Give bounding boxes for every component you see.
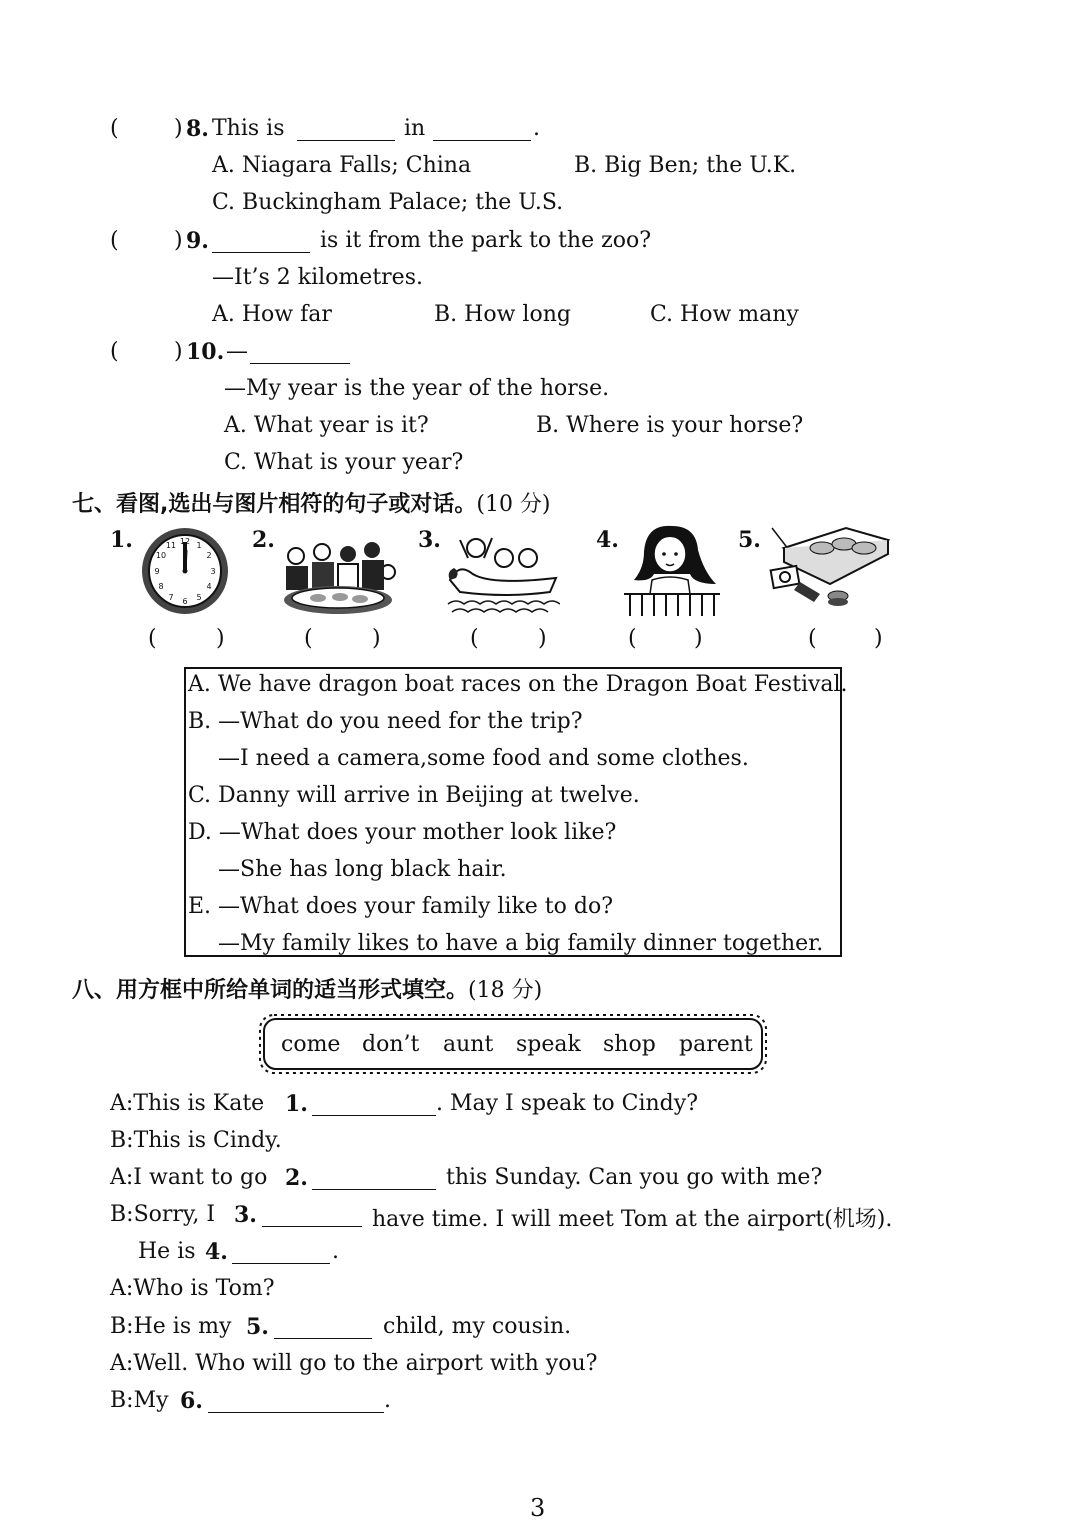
blank-number: 5. bbox=[246, 1314, 269, 1340]
dialogue-line: He is bbox=[138, 1239, 196, 1264]
option-item: A. We have dragon boat races on the Dragon Boat Festival. bbox=[188, 672, 848, 697]
word-option: speak bbox=[516, 1032, 581, 1057]
svg-text:3: 3 bbox=[210, 567, 216, 576]
blank[interactable] bbox=[208, 1392, 384, 1413]
option-item-reply: —My family likes to have a big family dinner together. bbox=[218, 931, 824, 956]
blank[interactable] bbox=[212, 232, 310, 253]
blank[interactable] bbox=[250, 343, 350, 364]
picture-answer-paren-close: ) bbox=[372, 626, 381, 651]
reply-text: —My year is the year of the horse. bbox=[224, 376, 610, 401]
picture-answer-paren-open[interactable]: ( bbox=[628, 626, 637, 651]
dialogue-line: B:My bbox=[110, 1388, 169, 1413]
svg-text:4: 4 bbox=[206, 582, 212, 591]
picture-answer-paren-close: ) bbox=[874, 626, 883, 651]
svg-text:5: 5 bbox=[196, 593, 202, 602]
blank[interactable] bbox=[312, 1169, 436, 1190]
question-stem: This is bbox=[212, 116, 285, 141]
picture-answer-paren-close: ) bbox=[694, 626, 703, 651]
picture-answer-paren-close: ) bbox=[216, 626, 225, 651]
picture-answer-paren-open[interactable]: ( bbox=[304, 626, 313, 651]
dialogue-line: B:This is Cindy. bbox=[110, 1128, 282, 1153]
option-a: A. Niagara Falls; China bbox=[212, 153, 472, 178]
svg-text:6: 6 bbox=[182, 597, 188, 606]
option-a: A. What year is it? bbox=[224, 413, 429, 438]
blank[interactable] bbox=[297, 120, 395, 141]
dash: — bbox=[226, 339, 248, 364]
family-dinner-picture bbox=[282, 542, 400, 618]
answer-paren-open[interactable]: ( bbox=[110, 339, 119, 364]
option-c: C. How many bbox=[650, 302, 799, 327]
picture-number: 1. bbox=[110, 527, 133, 553]
blank[interactable] bbox=[274, 1318, 372, 1339]
svg-text:12: 12 bbox=[179, 537, 191, 546]
word-option: shop bbox=[603, 1032, 656, 1057]
option-b: B. Big Ben; the U.K. bbox=[574, 153, 797, 178]
blank[interactable] bbox=[312, 1095, 436, 1116]
question-stem: is it from the park to the zoo? bbox=[320, 228, 651, 253]
option-b: B. How long bbox=[434, 302, 571, 327]
reply-text: —It’s 2 kilometres. bbox=[212, 265, 423, 290]
picture-answer-paren-open[interactable]: ( bbox=[808, 626, 817, 651]
dialogue-line: B:Sorry, I bbox=[110, 1202, 216, 1227]
question-number: 10. bbox=[186, 339, 225, 365]
picture-number: 3. bbox=[418, 527, 441, 553]
svg-text:7: 7 bbox=[168, 593, 174, 602]
option-c: C. Buckingham Palace; the U.S. bbox=[212, 190, 564, 215]
blank[interactable] bbox=[262, 1206, 362, 1227]
option-item-reply: —She has long black hair. bbox=[218, 857, 507, 882]
svg-text:9: 9 bbox=[154, 567, 160, 576]
option-c: C. What is your year? bbox=[224, 450, 464, 475]
section-title: 七、看图,选出与图片相符的句子或对话。(10 分) bbox=[72, 492, 551, 517]
suitcase-picture bbox=[766, 522, 890, 614]
option-item: C. Danny will arrive in Beijing at twelve. bbox=[188, 783, 640, 808]
dialogue-line: A:Who is Tom? bbox=[110, 1276, 275, 1301]
answer-paren-open[interactable]: ( bbox=[110, 228, 119, 253]
dialogue-line: . bbox=[384, 1388, 391, 1413]
blank-number: 4. bbox=[205, 1239, 228, 1265]
question-number: 9. bbox=[186, 228, 209, 254]
svg-text:8: 8 bbox=[158, 582, 164, 591]
blank-number: 2. bbox=[285, 1165, 308, 1191]
blank-number: 3. bbox=[234, 1202, 257, 1228]
option-item: D. —What does your mother look like? bbox=[188, 820, 617, 845]
option-item: E. —What does your family like to do? bbox=[188, 894, 613, 919]
section-title: 八、用方框中所给单词的适当形式填空。(18 分) bbox=[72, 978, 543, 1003]
word-option: parent bbox=[679, 1032, 753, 1057]
svg-text:2: 2 bbox=[206, 551, 212, 560]
dialogue-line: A:This is Kate bbox=[110, 1091, 265, 1116]
picture-number: 4. bbox=[596, 527, 619, 553]
option-b: B. Where is your horse? bbox=[536, 413, 804, 438]
picture-answer-paren-open[interactable]: ( bbox=[470, 626, 479, 651]
picture-number: 2. bbox=[252, 527, 275, 553]
option-item-reply: —I need a camera,some food and some clothes. bbox=[218, 746, 749, 771]
picture-answer-paren-close: ) bbox=[538, 626, 547, 651]
svg-text:10: 10 bbox=[155, 551, 167, 560]
word-option: come bbox=[281, 1032, 341, 1057]
option-a: A. How far bbox=[212, 302, 332, 327]
svg-text:1: 1 bbox=[196, 541, 202, 550]
dialogue-line: A:I want to go bbox=[110, 1165, 268, 1190]
picture-number: 5. bbox=[738, 527, 761, 553]
dialogue-line: have time. I will meet Tom at the airport(机场). bbox=[372, 1207, 893, 1232]
dialogue-line: A:Well. Who will go to the airport with you? bbox=[110, 1351, 598, 1376]
picture-answer-paren-open[interactable]: ( bbox=[148, 626, 157, 651]
girl-long-hair-picture bbox=[624, 522, 720, 618]
answer-paren-close: ) bbox=[174, 339, 183, 364]
blank[interactable] bbox=[433, 120, 531, 141]
page-number: 3 bbox=[530, 1494, 546, 1522]
word-option: aunt bbox=[443, 1032, 494, 1057]
answer-paren-close: ) bbox=[174, 116, 183, 141]
dialogue-line: . May I speak to Cindy? bbox=[436, 1091, 698, 1116]
option-item: B. —What do you need for the trip? bbox=[188, 709, 583, 734]
answer-paren-open[interactable]: ( bbox=[110, 116, 119, 141]
dialogue-line: this Sunday. Can you go with me? bbox=[446, 1165, 823, 1190]
blank-number: 1. bbox=[285, 1091, 308, 1117]
blank[interactable] bbox=[232, 1243, 330, 1264]
svg-text:11: 11 bbox=[165, 541, 177, 550]
clock-picture bbox=[140, 524, 230, 618]
dragon-boat-picture bbox=[446, 528, 560, 618]
question-number: 8. bbox=[186, 116, 209, 142]
question-stem: . bbox=[533, 116, 540, 141]
word-option: don’t bbox=[362, 1032, 420, 1057]
question-stem: in bbox=[404, 116, 426, 141]
dialogue-line: B:He is my bbox=[110, 1314, 232, 1339]
dialogue-line: child, my cousin. bbox=[383, 1314, 572, 1339]
answer-paren-close: ) bbox=[174, 228, 183, 253]
blank-number: 6. bbox=[180, 1388, 203, 1414]
dialogue-line: . bbox=[332, 1239, 339, 1264]
